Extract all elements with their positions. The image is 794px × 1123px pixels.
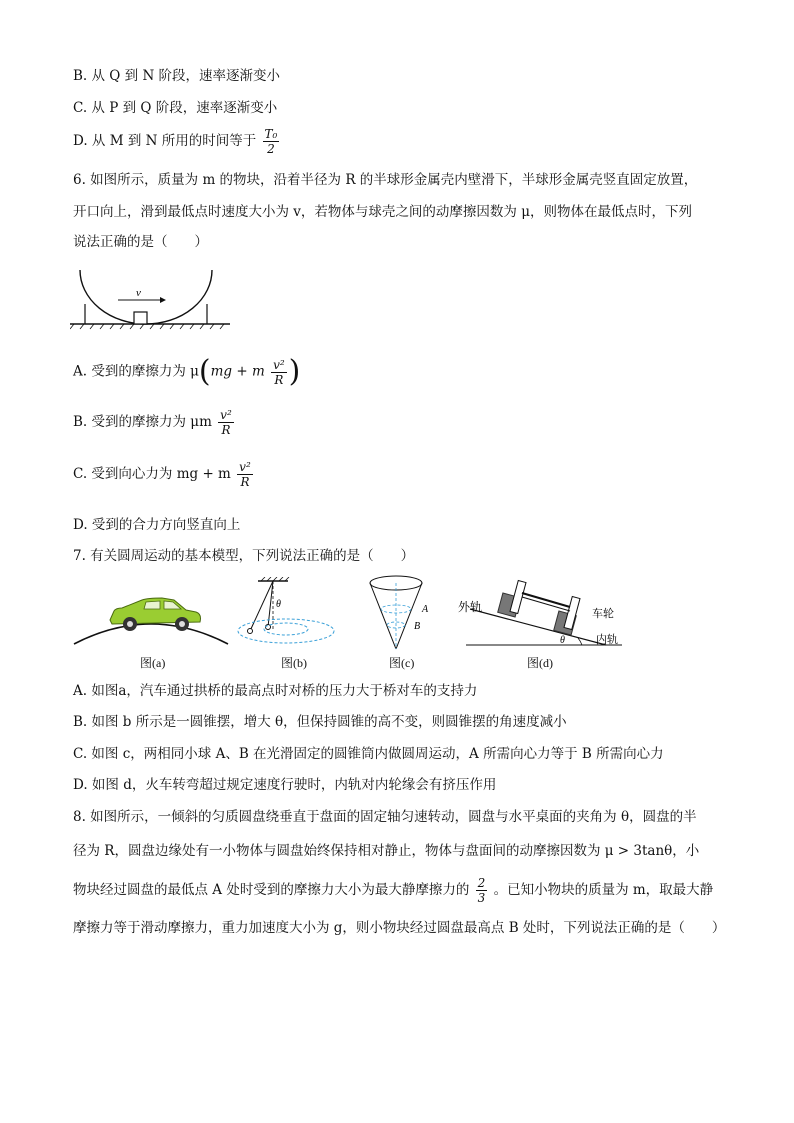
q7-figure-c-cone [366,573,438,653]
q7-option-b: B. 如图 b 所示是一圆锥摆，增大 θ，但保持圆锥的高不变，则圆锥摆的角速度减小 [73,714,567,730]
fraction-denominator: 3 [477,891,486,905]
q8-stem-line1: 8. 如图所示，一倾斜的匀质圆盘绕垂直于盘面的固定轴匀速转动，圆盘与水平桌面的夹角为 θ，圆盘的半 [73,809,697,825]
q5-option-d-text: D. 从 M 到 N 所用的时间等于 [73,133,257,149]
theta-label: θ [276,599,281,610]
q7-option-a: A. 如图a，汽车通过拱桥的最高点时对桥的压力大于桥对车的支持力 [73,683,478,699]
q6-hemisphere-figure [70,268,230,330]
q8-stem-line3-pre: 物块经过圆盘的最低点 A 处时受到的摩擦力大小为最大静摩擦力的 [73,882,470,898]
axle-top [522,593,570,607]
q6-option-b-text: B. 受到的摩擦力为 μm [73,414,212,430]
q6-option-b-fraction [218,408,234,437]
q8-stem-line3-post: 。已知小物块的质量为 m，取最大静 [493,882,714,898]
q7-figure-d-banked-track [456,573,628,653]
right-paren: ) [288,354,301,389]
car-window-front [144,601,160,609]
q6-option-a [73,354,301,389]
ball-1 [248,629,253,634]
q8-fraction [476,876,488,905]
arched-bridge [74,624,228,644]
q5-option-c: C. 从 P 到 Q 阶段，速率逐渐变小 [73,100,278,116]
orbit-inner [264,623,308,635]
velocity-label: v [136,287,141,299]
wheel-label: 车轮 [592,608,614,620]
q6-stem-line2: 开口向上，滑到最低点时速度大小为 v，若物体与球壳之间的动摩擦因数为 μ，则物体在最低点时，下列 [73,204,692,220]
fraction-denominator: R [274,372,284,387]
fraction-numerator: 2 [477,876,486,890]
q7-option-d: D. 如图 d，火车转弯超过规定速度行驶时，内轨对内轮缘会有挤压作用 [73,777,497,793]
q6-option-d: D. 受到的合力方向竖直向上 [73,517,241,533]
q6-option-c-fraction [237,460,253,489]
q7-figure-c-caption: 图(c) [389,656,415,670]
q6-option-a-fraction [271,358,287,387]
q7-stem: 7. 有关圆周运动的基本模型，下列说法正确的是（ ） [73,548,415,564]
fraction-denominator: R [221,423,231,437]
q6-option-c [73,460,255,489]
q7-figure-b-conical-pendulum [236,577,346,649]
fraction-numerator: v² [220,408,232,422]
q8-stem-line3 [73,876,713,905]
left-paren: ( [198,354,211,389]
q8-stem-line4: 摩擦力等于滑动摩擦力，重力加速度大小为 g，则小物块经过圆盘最高点 B 处时，下列说法正确的是（ ） [73,920,726,936]
ball-b-label: B [414,621,421,632]
ball-2 [266,625,271,630]
q7-figure-b-caption: 图(b) [281,656,307,670]
fraction-numerator: v² [239,460,251,474]
cone-side-left [370,583,396,649]
q6-option-a-text: A. 受到的摩擦力为 μ [73,363,199,380]
fraction-numerator: v² [273,357,285,372]
q5-option-d-fraction [263,127,280,156]
q7-figure-a-caption: 图(a) [140,656,166,670]
q5-option-b: B. 从 Q 到 N 阶段，速率逐渐变小 [73,68,281,84]
q8-stem-line2: 径为 R，圆盘边缘处有一小物体与圆盘始终保持相对静止，物体与盘面间的动摩擦因数为 μ > 3tanθ，小 [73,843,700,859]
q7-option-c: C. 如图 c，两相同小球 A、B 在光滑固定的圆锥筒内做圆周运动，A 所需向心力等于 B 所需向心力 [73,746,664,762]
q5-option-d [73,127,281,156]
ball-a-label: A [422,604,429,615]
cone-side-right [396,583,422,649]
fraction-numerator: T₀ [264,127,278,141]
outer-rail-label: 外轨 [458,600,483,614]
q6-option-a-inner: mg + m [210,363,265,380]
q6-stem-line1: 6. 如图所示，质量为 m 的物块，沿着半径为 R 的半球形金属壳内壁滑下，半球形金属壳竖直固定放置， [73,172,698,188]
inner-rail-label: 内轨 [596,634,618,646]
velocity-arrowhead [160,297,166,303]
q7-figure-a-car-bridge [72,590,230,648]
q6-option-b [73,408,236,437]
fraction-denominator: R [240,475,250,489]
q6-option-c-text: C. 受到向心力为 mg + m [73,466,231,482]
angle-theta-label: θ [560,635,565,646]
q7-figure-d-caption: 图(d) [527,656,553,670]
block [134,312,147,324]
banked-surface [470,609,606,645]
string-1 [250,581,273,631]
fraction-denominator: 2 [267,142,275,156]
q6-stem-line3: 说法正确的是（ ） [73,234,208,250]
